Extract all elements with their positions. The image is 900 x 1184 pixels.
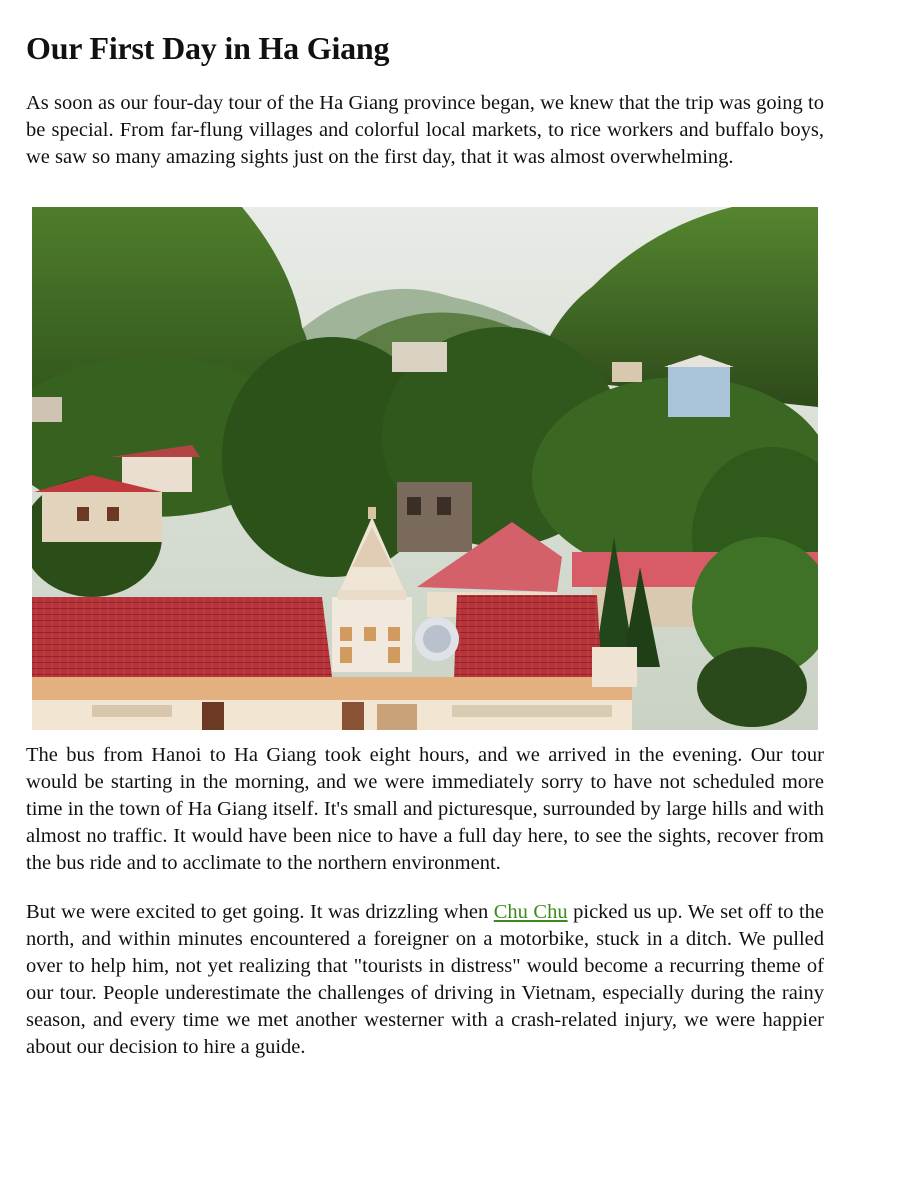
paragraph-text-start: But we were excited to get going. It was drizzling when [26,901,494,923]
red-tile-roof-left [32,597,332,677]
ha-giang-town-photo [32,207,818,730]
paragraph-text-end: picked us up. We set off to the north, and within minutes encountered a foreigner on a motorbike, stuck in a ditch. We pulled over to help him, not yet realizing that "tourists in distress" would become a recurring theme of our tour. People underestimate the challenges of driving in Vietnam, especially during the rainy season, and every time we met another westerner with a crash-related injury, we were happier about our decision to hire a guide. [26,901,824,1058]
article-title: Our First Day in Ha Giang [26,30,390,66]
bus-paragraph: The bus from Hanoi to Ha Giang took eight hours, and we arrived in the evening. Our tour would be starting in the morning, and we were immediately sorry to have not scheduled more time in the town of Ha Giang itself. It's small and picturesque, surrounded by large hills and with almost no traffic. It would have been nice to have a full day here, to see the sights, recover from the bus ride and to acclimate to the northern environment. [26,744,824,874]
drizzle-paragraph [26,899,824,1061]
chu-chu-link[interactable]: Chu Chu [493,901,568,923]
intro-paragraph: As soon as our four-day tour of the Ha Giang province began, we knew that the trip was going to be special. From far-flung villages and colorful local markets, to rice workers and buffalo boys, we saw so many amazing sights just on the first day, that it was almost overwhelming. [26,92,824,168]
article [26,28,824,1061]
red-tile-roof-right [454,595,602,679]
